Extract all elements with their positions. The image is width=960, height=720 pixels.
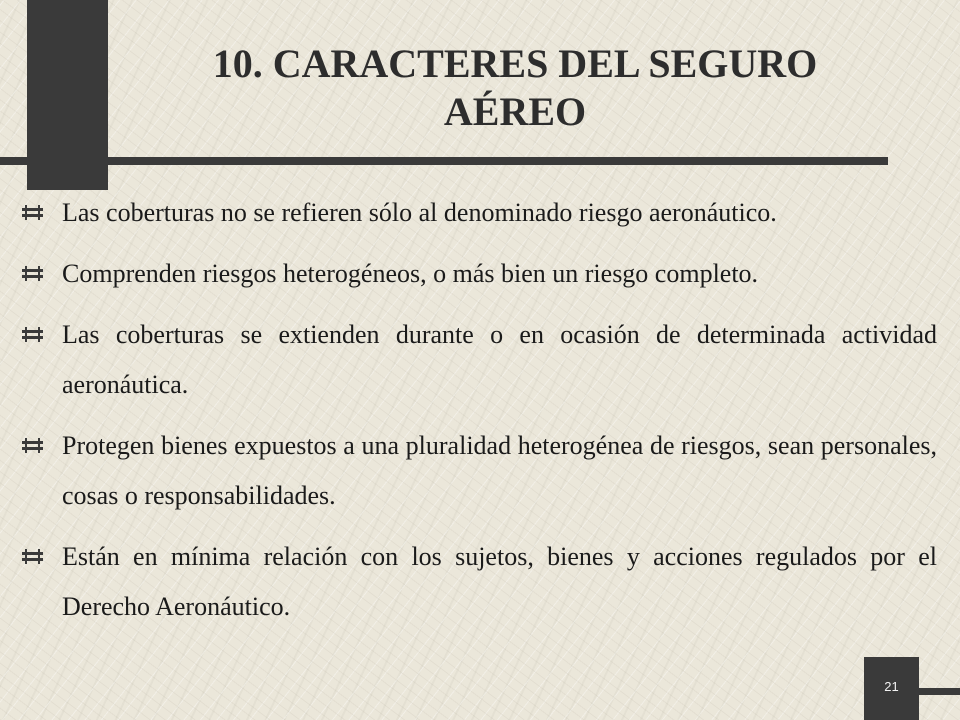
bullet-item xyxy=(25,188,937,238)
hash-bullet-icon xyxy=(25,266,40,281)
bullet-item xyxy=(25,310,937,410)
bullet-text: Las coberturas se extienden durante o en ocasión de determinada actividad aeronáutica. xyxy=(62,320,937,399)
slide-title: 10. CARACTERES DEL SEGURO AÉREO xyxy=(212,41,818,134)
bullet-text: Las coberturas no se refieren sólo al denominado riesgo aeronáutico. xyxy=(62,198,777,227)
bullet-item xyxy=(25,249,937,299)
bullet-text: Están en mínima relación con los sujetos, bienes y acciones regulados por el Derecho Aeronáutico. xyxy=(62,542,937,621)
title-rule xyxy=(0,157,888,165)
bullet-item xyxy=(25,532,937,632)
hash-bullet-icon xyxy=(25,549,40,564)
page-number: 21 xyxy=(884,679,899,694)
bullet-text: Protegen bienes expuestos a una pluralidad heterogénea de riesgos, sean personales, cosas o responsabilidades. xyxy=(62,431,937,510)
hash-bullet-icon xyxy=(25,438,40,453)
hash-bullet-icon xyxy=(25,205,40,220)
bullet-text: Comprenden riesgos heterogéneos, o más bien un riesgo completo. xyxy=(62,259,759,288)
hash-bullet-icon xyxy=(25,327,40,342)
bullet-item xyxy=(25,421,937,521)
bullet-list xyxy=(25,188,937,643)
